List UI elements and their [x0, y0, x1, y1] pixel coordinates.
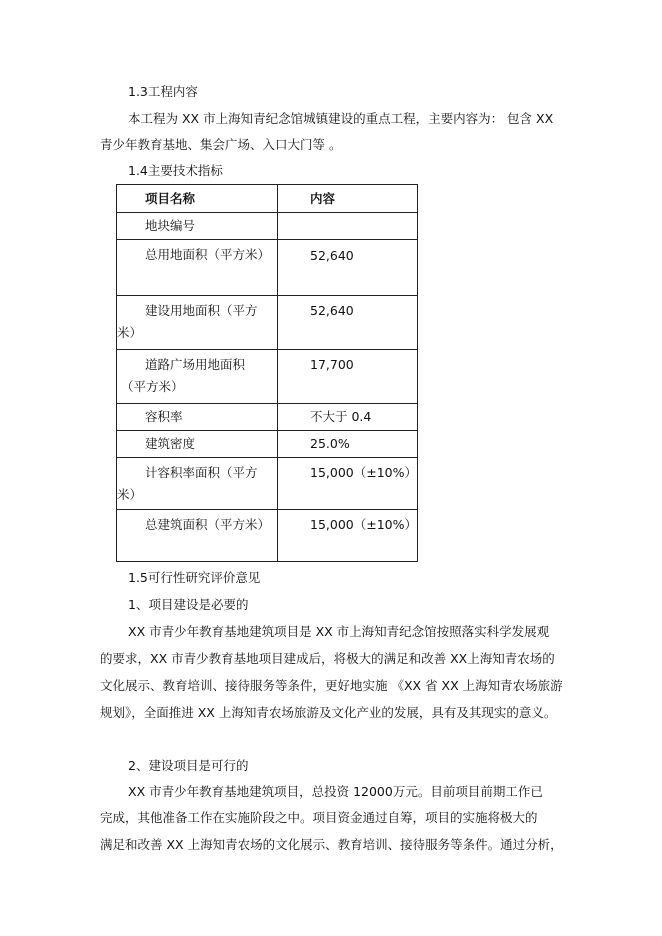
item-2-paragraph-line-2: 完成，其他准备工作在实施阶段之中。项目资金通过自筹，项目的实施将极大的: [100, 810, 538, 825]
item-1-paragraph-line-3: 文化展示、教育培训、接待服务等条件，更好地实施 《XX 省 XX 上海知青农场旅游: [100, 678, 563, 693]
row-value: 15,000（±10%）: [310, 465, 417, 480]
row-label: 总用地面积（平方米）: [145, 247, 271, 262]
row-value: 52,640: [310, 248, 354, 263]
section-1-4-heading: 1.4主要技术指标: [128, 163, 223, 178]
table-row: [117, 404, 418, 431]
row-value: 52,640: [310, 303, 354, 318]
table-row: [117, 296, 418, 350]
section-1-3-paragraph-line-2: 青少年教育基地、集会广场、入口大门等 。: [100, 137, 342, 152]
table-row: [117, 240, 418, 296]
row-label-continued: 米）: [117, 487, 143, 502]
row-label: 容积率: [145, 409, 183, 424]
section-1-3-paragraph-line-1: 本工程为 XX 市上海知青纪念馆城镇建设的重点工程，主要内容为： 包含 XX: [128, 111, 554, 126]
row-label: 计容积率面积（平方: [145, 465, 258, 480]
row-label: 建设用地面积（平方: [145, 303, 258, 318]
row-label: 建筑密度: [145, 436, 196, 451]
table-row: [117, 510, 418, 562]
row-label: 道路广场用地面积: [145, 357, 246, 372]
item-2-paragraph-line-3: 满足和改善 XX 上海知青农场的文化展示、教育培训、接待服务等条件。通过分析，: [100, 837, 563, 852]
row-value: 17,700: [310, 357, 354, 372]
row-value: 25.0%: [310, 436, 350, 451]
row-value: 15,000（±10%）: [310, 517, 417, 532]
item-1-paragraph-line-1: XX 市青少年教育基地建筑项目是 XX 市上海知青纪念馆按照落实科学发展观: [128, 624, 550, 639]
item-2-paragraph-line-1: XX 市青少年教育基地建筑项目，总投资 12000万元。目前项目前期工作已: [128, 784, 543, 799]
row-value: 不大于 0.4: [310, 409, 372, 424]
section-1-3-heading: 1.3工程内容: [128, 84, 198, 99]
table-row: [117, 458, 418, 510]
section-1-5-heading: 1.5可行性研究评价意见: [128, 570, 261, 585]
row-label-continued: （平方米）: [121, 379, 184, 394]
technical-indicators-table: [116, 184, 418, 562]
item-1-title: 1、项目建设是必要的: [128, 597, 249, 612]
table-header-name: 项目名称: [117, 185, 278, 213]
table-header-content: 内容: [278, 185, 418, 213]
row-label: 地块编号: [145, 218, 196, 233]
item-2-title: 2、建设项目是可行的: [128, 758, 249, 773]
row-label-continued: 米）: [117, 325, 143, 340]
item-1-paragraph-line-4: 规划》，全面推进 XX 上海知青农场旅游及文化产业的发展，具有及其现实的意义。: [100, 705, 557, 720]
table-row: [117, 431, 418, 458]
table-row: [117, 350, 418, 404]
table-row: [117, 213, 418, 240]
item-1-paragraph-line-2: 的要求，XX 市青少教育基地项目建成后，将极大的满足和改善 XX上海知青农场的: [100, 651, 555, 666]
table-header-row: [117, 185, 418, 213]
row-label: 总建筑面积（平方米）: [145, 517, 271, 532]
